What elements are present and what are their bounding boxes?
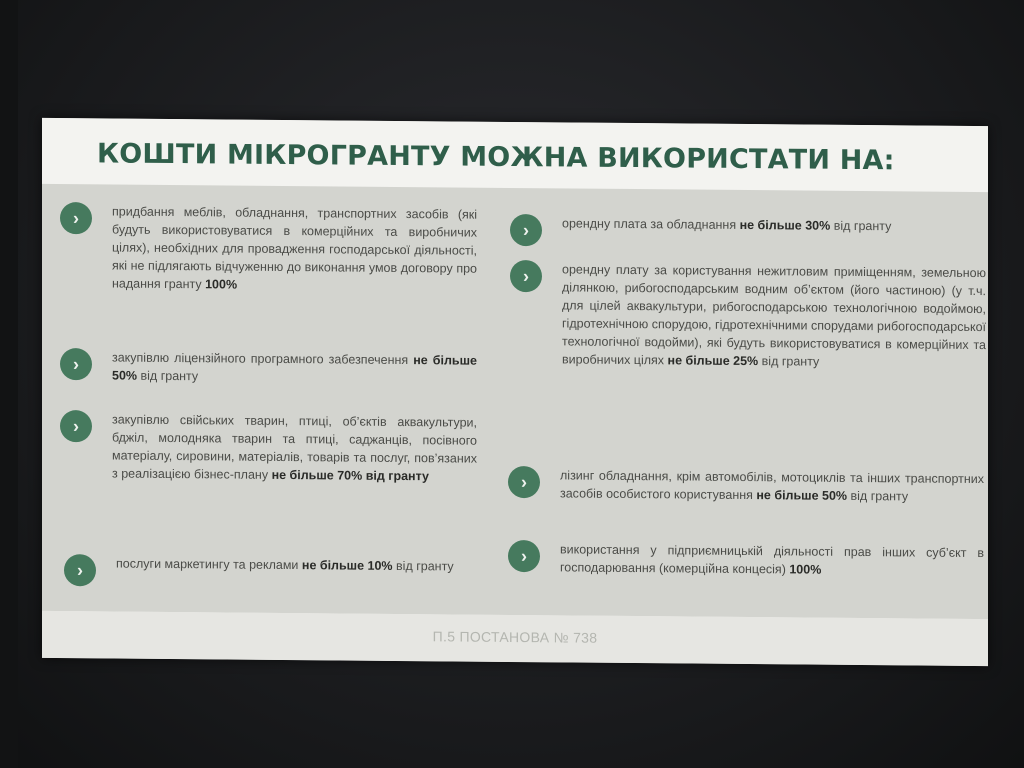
list-item (60, 410, 477, 486)
item-text: придбання меблів, обладнання, транспортних засобів (які будуть використовуватися в комерційних та виробничих цілях), необхідних для провадження господарської діяльності, які не підлягають відчуженню до виконання умов договору про надання гранту 100% (112, 204, 477, 292)
chevron-right-icon: › (510, 214, 542, 246)
chevron-right-icon: › (508, 466, 540, 498)
item-text: лізинг обладнання, крім автомобілів, мотоциклів та інших транспортних засобів особистого користування не більше 50% від гранту (560, 468, 984, 504)
item-text: послуги маркетингу та реклами не більше 10% від гранту (116, 556, 454, 574)
list-item (510, 260, 986, 372)
item-text: орендну плату за користування нежитловим приміщенням, земельною ділянкою, рибогосподарським водним об’єктом (його частиною) (у т.ч. для цілей аквакультури, рибогосподарською технологічною водоймою, гідротехнічною спорудою, гідротехнічними спорудами рибогосподарської технологічної водойми), які будуть використовуватися в комерційних та виробничих цілях не більше 25% від гранту (562, 262, 986, 369)
chevron-right-icon: › (64, 554, 96, 586)
item-text: використання у підприємницькій діяльності прав інших суб’єкт в господарювання (комерційна концесія) 100% (560, 542, 984, 577)
chevron-right-icon: › (60, 348, 92, 380)
slide-content (42, 184, 988, 619)
list-item (64, 554, 481, 590)
list-item (510, 214, 986, 250)
list-item (60, 202, 477, 296)
monitor-bezel (0, 0, 18, 768)
item-text: закупівлю ліцензійного програмного забезпечення не більше 50% від гранту (112, 350, 477, 384)
item-text: орендну плата за обладнання не більше 30% від гранту (562, 216, 892, 234)
list-item (508, 466, 984, 506)
slide-title: КОШТИ МІКРОГРАНТУ МОЖНА ВИКОРИСТАТИ НА: (97, 138, 895, 177)
slide-footer (42, 611, 988, 666)
footer-reference: П.5 ПОСТАНОВА № 738 (432, 628, 598, 646)
chevron-right-icon: › (508, 540, 540, 572)
title-bar (42, 118, 988, 192)
presentation-slide (42, 118, 988, 666)
chevron-right-icon: › (60, 202, 92, 234)
chevron-right-icon: › (510, 260, 542, 292)
chevron-right-icon: › (60, 410, 92, 442)
list-item (508, 540, 984, 580)
list-item (60, 348, 477, 388)
item-text: закупівлю свійських тварин, птиці, об’єктів аквакультури, бджіл, молодняка тварин та птиці, саджанців, посівного матеріалу, сировини, матеріалів, товарів та послуг, пов’язаних з реалізацією бізнес-плану не більше 70% від гранту (112, 412, 477, 484)
